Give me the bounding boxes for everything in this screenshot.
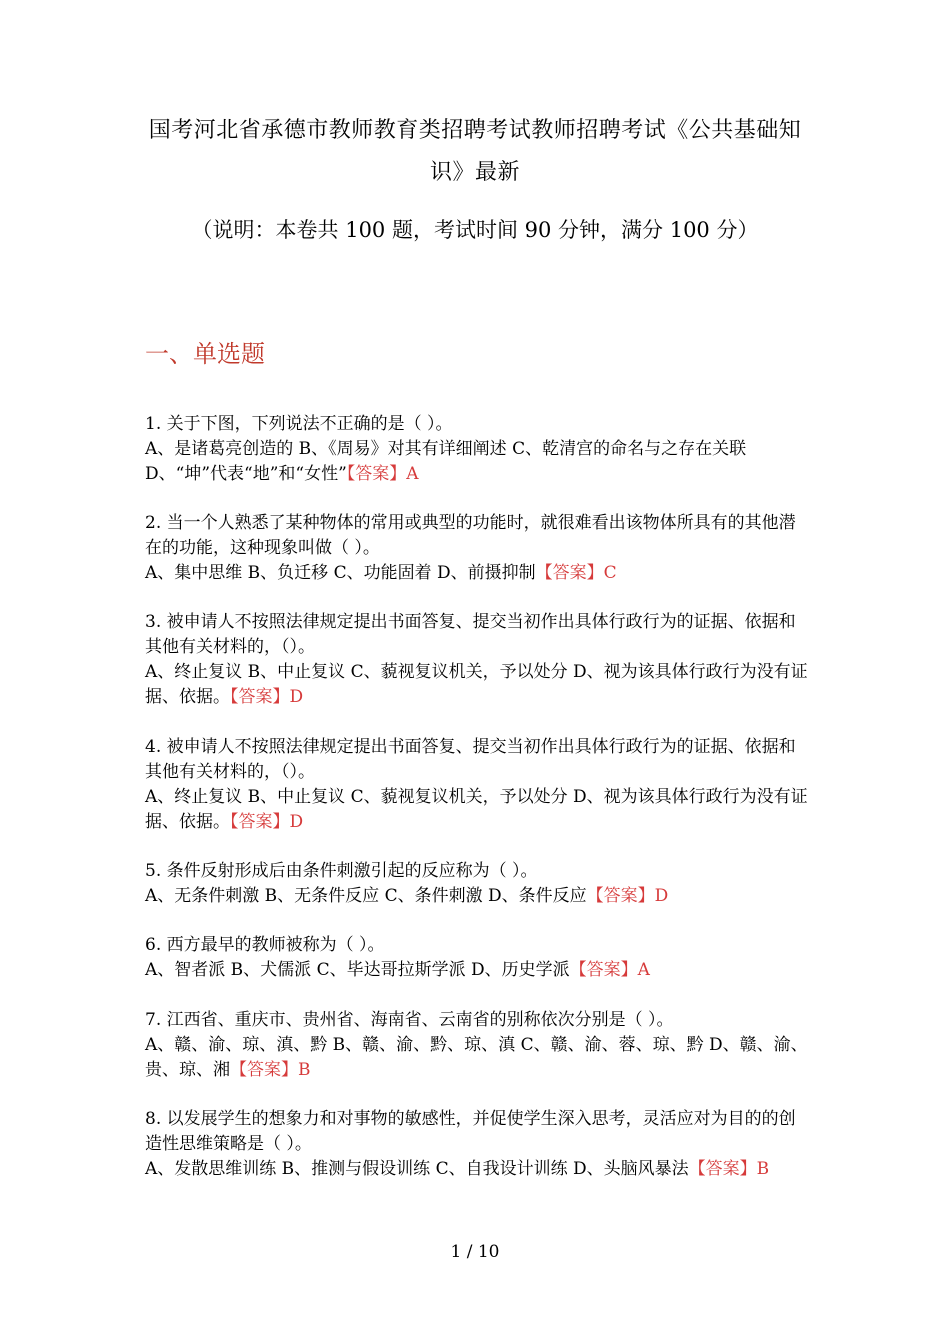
question-item	[145, 1008, 810, 1083]
question-item	[145, 859, 810, 909]
question-answer: 【答案】D	[230, 687, 304, 707]
question-options-line	[145, 1157, 810, 1182]
question-stem: 7. 江西省、重庆市、贵州省、海南省、云南省的别称依次分别是（ ）。	[145, 1010, 674, 1030]
question-options-line	[145, 561, 810, 586]
question-options: A、终止复议 B、中止复议 C、藐视复议机关，予以处分 D、视为该具体行政行为没有证据、依据。	[145, 662, 808, 707]
question-item	[145, 412, 810, 487]
question-options-line	[145, 785, 810, 835]
page-number: 1 / 10	[450, 1242, 500, 1262]
question-options-line	[145, 437, 810, 487]
question-answer: 【答案】C	[535, 563, 617, 583]
question-stem: 5. 条件反射形成后由条件刺激引起的反应称为（ ）。	[145, 861, 538, 881]
question-options: A、是诸葛亮创造的 B、《周易》对其有详细阐述 C、乾清宫的命名与之存在关联 D、“坤”代表“地”和“女性”	[145, 439, 747, 484]
question-item	[145, 610, 810, 710]
question-answer: 【答案】A	[569, 960, 650, 980]
question-answer: 【答案】B	[688, 1159, 770, 1179]
question-item	[145, 511, 810, 586]
question-options: A、赣、渝、琼、滇、黔 B、赣、渝、黔、琼、滇 C、赣、渝、蓉、琼、黔 D、赣、渝、贵、琼、湘	[145, 1035, 808, 1080]
question-answer: 【答案】D	[230, 812, 304, 832]
question-options-line	[145, 884, 810, 909]
question-item	[145, 735, 810, 835]
question-options: A、发散思维训练 B、推测与假设训练 C、自我设计训练 D、头脑风暴法	[145, 1159, 689, 1179]
question-item	[145, 933, 810, 983]
question-stem: 1. 关于下图，下列说法不正确的是（ ）。	[145, 414, 453, 434]
question-answer: 【答案】D	[586, 886, 669, 906]
question-stem: 6. 西方最早的教师被称为（ ）。	[145, 935, 385, 955]
exam-instructions: （说明：本卷共 100 题，考试时间 90 分钟，满分 100 分）	[191, 218, 759, 242]
section-heading: 一、单选题	[145, 340, 265, 368]
question-item	[145, 1107, 810, 1182]
question-options-line	[145, 660, 810, 710]
question-stem: 4. 被申请人不按照法律规定提出书面答复、提交当初作出具体行政行为的证据、依据和其他有关材料的，（）。	[145, 737, 796, 782]
document-title: 国考河北省承德市教师教育类招聘考试教师招聘考试《公共基础知识》最新	[148, 118, 802, 185]
question-options: A、终止复议 B、中止复议 C、藐视复议机关，予以处分 D、视为该具体行政行为没有证据、依据。	[145, 787, 808, 832]
question-options: A、集中思维 B、负迁移 C、功能固着 D、前摄抑制	[145, 563, 536, 583]
question-options-line	[145, 1033, 810, 1083]
question-answer: 【答案】B	[230, 1060, 311, 1080]
question-stem: 2. 当一个人熟悉了某种物体的常用或典型的功能时，就很难看出该物体所具有的其他潜在的功能，这种现象叫做（ ）。	[145, 513, 796, 558]
question-answer: 【答案】A	[346, 464, 419, 484]
question-options: A、智者派 B、犬儒派 C、毕达哥拉斯学派 D、历史学派	[145, 960, 570, 980]
question-stem: 3. 被申请人不按照法律规定提出书面答复、提交当初作出具体行政行为的证据、依据和其他有关材料的，（）。	[145, 612, 796, 657]
question-options-line	[145, 958, 810, 983]
question-stem: 8. 以发展学生的想象力和对事物的敏感性，并促使学生深入思考，灵活应对为目的的创造性思维策略是（ ）。	[145, 1109, 796, 1154]
question-options: A、无条件刺激 B、无条件反应 C、条件刺激 D、条件反应	[145, 886, 587, 906]
